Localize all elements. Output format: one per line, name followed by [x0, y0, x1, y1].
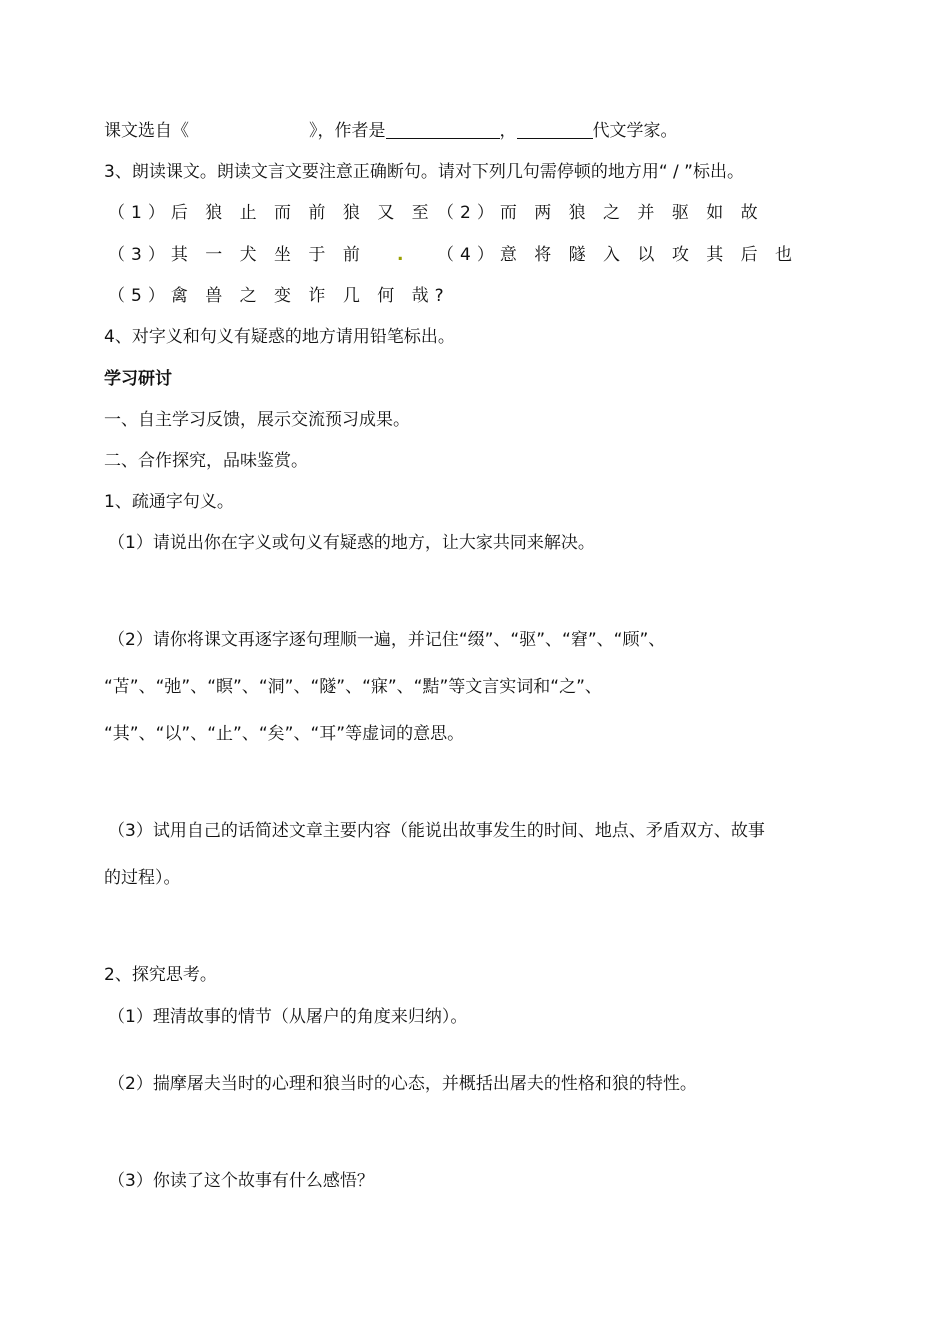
marker-dot: .	[397, 245, 404, 265]
sentence-5: （5）禽 兽 之 变 诈 几 何 哉?	[108, 286, 450, 306]
author-label: 》，作者是	[309, 121, 386, 141]
question-2-line-1: （2）请你将课文再逐字逐句理顺一遍，并记住“缀”、“驱”、“窘”、“顾”、	[108, 630, 666, 650]
sentence-1: （1）后 狼 止 而 前 狼 又 至	[108, 203, 435, 223]
sentence-2: （2）而 两 狼 之 并 驱 如 故	[437, 203, 764, 223]
thinking-2: （2）揣摩屠夫当时的心理和狼当时的心态，并概括出屠夫的性格和狼的特性。	[108, 1074, 697, 1094]
subheading-2: 2、探究思考。	[104, 965, 217, 985]
question-1: （1）请说出你在字义或句义有疑惑的地方，让大家共同来解决。	[108, 533, 595, 553]
sentence-3: （3）其 一 犬 坐 于 前	[108, 245, 366, 265]
source-line	[104, 120, 678, 142]
question-3-line-2: 的过程）。	[104, 868, 181, 888]
comma: ，	[499, 121, 517, 141]
item-4: 4、对字义和句义有疑惑的地方请用铅笔标出。	[104, 327, 455, 347]
part-1: 一、自主学习反馈，展示交流预习成果。	[104, 410, 410, 430]
part-2: 二、合作探究，品味鉴赏。	[104, 451, 308, 471]
author-blank	[386, 120, 500, 139]
dynasty-suffix: 代文学家。	[592, 121, 678, 141]
question-2-line-3: “其”、“以”、“止”、“矣”、“耳”等虚词的意思。	[104, 724, 465, 744]
thinking-3: （3）你读了这个故事有什么感悟？	[108, 1171, 374, 1191]
subheading-1: 1、疏通字句义。	[104, 492, 234, 512]
item-3: 3、朗读课文。朗读文言文要注意正确断句。请对下列几句需停顿的地方用“ / ”标出。	[104, 162, 744, 182]
question-2-line-2: “苫”、“弛”、“瞑”、“洞”、“隧”、“寐”、“黠”等文言实词和“之”、	[104, 677, 602, 697]
source-prefix: 课文选自《	[104, 121, 189, 141]
question-3-line-1: （3）试用自己的话简述文章主要内容（能说出故事发生的时间、地点、矛盾双方、故事	[108, 821, 765, 841]
thinking-1: （1）理清故事的情节（从屠户的角度来归纳）。	[108, 1007, 468, 1027]
section-title: 学习研讨	[104, 369, 172, 389]
sentence-4: （4）意 将 隧 入 以 攻 其 后 也	[437, 245, 799, 265]
dynasty-blank	[517, 120, 593, 139]
